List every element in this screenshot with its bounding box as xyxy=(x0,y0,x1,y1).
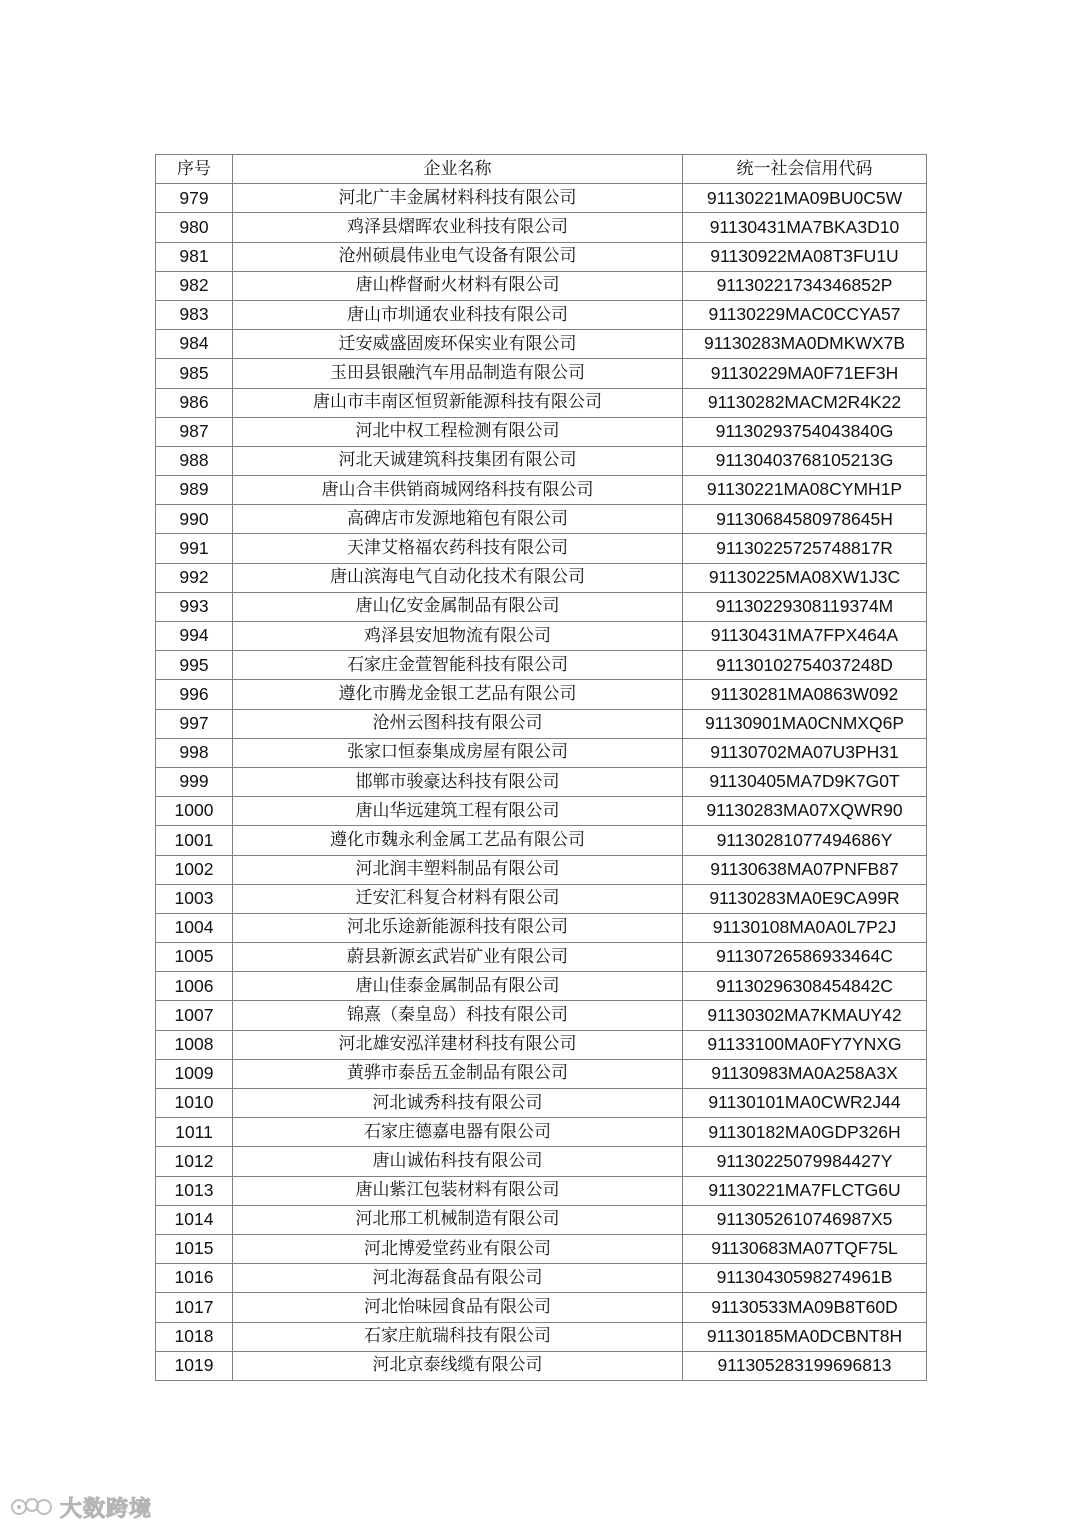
row-company-name: 河北邢工机械制造有限公司 xyxy=(233,1205,683,1234)
row-serial-number: 1018 xyxy=(156,1322,233,1351)
table-row xyxy=(156,242,927,271)
row-serial-number: 981 xyxy=(156,242,233,271)
row-serial-number: 1005 xyxy=(156,943,233,972)
watermark-text: 大数跨境 xyxy=(60,1496,153,1522)
row-credit-code: 91130430598274961B xyxy=(683,1264,927,1293)
table-row xyxy=(156,592,927,621)
table-row xyxy=(156,826,927,855)
row-company-name: 鸡泽县安旭物流有限公司 xyxy=(233,622,683,651)
header-serial-number: 序号 xyxy=(156,155,233,184)
table-row xyxy=(156,1001,927,1030)
row-serial-number: 1009 xyxy=(156,1059,233,1088)
row-credit-code: 91130185MA0DCBNT8H xyxy=(683,1322,927,1351)
row-credit-code: 91130283MA0DMKWX7B xyxy=(683,330,927,359)
row-serial-number: 1011 xyxy=(156,1118,233,1147)
row-company-name: 迁安威盛固废环保实业有限公司 xyxy=(233,330,683,359)
row-company-name: 黄骅市泰岳五金制品有限公司 xyxy=(233,1059,683,1088)
row-company-name: 河北怡味园食品有限公司 xyxy=(233,1293,683,1322)
row-credit-code: 91130431MA7FPX464A xyxy=(683,622,927,651)
row-credit-code: 91130282MACM2R4K22 xyxy=(683,388,927,417)
row-serial-number: 1015 xyxy=(156,1234,233,1263)
row-serial-number: 988 xyxy=(156,446,233,475)
row-credit-code: 91130405MA7D9K7G0T xyxy=(683,767,927,796)
table-row xyxy=(156,359,927,388)
row-credit-code: 91130221MA08CYMH1P xyxy=(683,476,927,505)
row-serial-number: 1017 xyxy=(156,1293,233,1322)
row-company-name: 唐山紫江包装材料有限公司 xyxy=(233,1176,683,1205)
table-row xyxy=(156,1118,927,1147)
table-row xyxy=(156,300,927,329)
table-row xyxy=(156,622,927,651)
row-serial-number: 979 xyxy=(156,184,233,213)
row-company-name: 石家庄航瑞科技有限公司 xyxy=(233,1322,683,1351)
header-company-name: 企业名称 xyxy=(233,155,683,184)
row-company-name: 唐山市丰南区恒贸新能源科技有限公司 xyxy=(233,388,683,417)
table-row xyxy=(156,738,927,767)
row-company-name: 沧州云图科技有限公司 xyxy=(233,709,683,738)
row-company-name: 天津艾格福农药科技有限公司 xyxy=(233,534,683,563)
row-company-name: 河北诚秀科技有限公司 xyxy=(233,1089,683,1118)
row-serial-number: 980 xyxy=(156,213,233,242)
row-company-name: 唐山市圳通农业科技有限公司 xyxy=(233,300,683,329)
row-serial-number: 984 xyxy=(156,330,233,359)
row-credit-code: 91130229308119374M xyxy=(683,592,927,621)
table-row xyxy=(156,767,927,796)
row-credit-code: 91130102754037248D xyxy=(683,651,927,680)
row-company-name: 石家庄德嘉电器有限公司 xyxy=(233,1118,683,1147)
table-row xyxy=(156,505,927,534)
row-credit-code: 91130225079984427Y xyxy=(683,1147,927,1176)
row-company-name: 唐山合丰供销商城网络科技有限公司 xyxy=(233,476,683,505)
table-row xyxy=(156,1293,927,1322)
row-credit-code: 91130221MA7FLCTG6U xyxy=(683,1176,927,1205)
row-credit-code: 91130108MA0A0L7P2J xyxy=(683,913,927,942)
row-credit-code: 91130901MA0CNMXQ6P xyxy=(683,709,927,738)
table-row xyxy=(156,330,927,359)
row-serial-number: 985 xyxy=(156,359,233,388)
row-company-name: 河北中权工程检测有限公司 xyxy=(233,417,683,446)
row-credit-code: 91130182MA0GDP326H xyxy=(683,1118,927,1147)
row-company-name: 唐山桦督耐火材料有限公司 xyxy=(233,271,683,300)
row-serial-number: 995 xyxy=(156,651,233,680)
table-row xyxy=(156,1205,927,1234)
row-credit-code: 91130726586933464C xyxy=(683,943,927,972)
table-row xyxy=(156,1176,927,1205)
row-company-name: 河北海磊食品有限公司 xyxy=(233,1264,683,1293)
row-company-name: 蔚县新源玄武岩矿业有限公司 xyxy=(233,943,683,972)
table-row xyxy=(156,534,927,563)
row-serial-number: 996 xyxy=(156,680,233,709)
row-credit-code: 91130302MA7KMAUY42 xyxy=(683,1001,927,1030)
row-credit-code: 91130101MA0CWR2J44 xyxy=(683,1089,927,1118)
row-credit-code: 91130922MA08T3FU1U xyxy=(683,242,927,271)
row-serial-number: 1002 xyxy=(156,855,233,884)
row-serial-number: 989 xyxy=(156,476,233,505)
row-company-name: 河北天诚建筑科技集团有限公司 xyxy=(233,446,683,475)
table-row xyxy=(156,1147,927,1176)
row-serial-number: 1008 xyxy=(156,1030,233,1059)
row-credit-code: 91130533MA09B8T60D xyxy=(683,1293,927,1322)
row-serial-number: 1010 xyxy=(156,1089,233,1118)
row-company-name: 唐山诚佑科技有限公司 xyxy=(233,1147,683,1176)
row-credit-code: 91130702MA07U3PH31 xyxy=(683,738,927,767)
row-company-name: 唐山华远建筑工程有限公司 xyxy=(233,797,683,826)
row-company-name: 玉田县银融汽车用品制造有限公司 xyxy=(233,359,683,388)
row-credit-code: 91130283MA0E9CA99R xyxy=(683,884,927,913)
row-company-name: 鸡泽县熠晖农业科技有限公司 xyxy=(233,213,683,242)
row-credit-code: 91130983MA0A258A3X xyxy=(683,1059,927,1088)
row-credit-code: 91130638MA07PNFB87 xyxy=(683,855,927,884)
row-credit-code: 91130229MAC0CCYA57 xyxy=(683,300,927,329)
table-row xyxy=(156,417,927,446)
row-serial-number: 1016 xyxy=(156,1264,233,1293)
row-serial-number: 982 xyxy=(156,271,233,300)
row-credit-code: 91130221MA09BU0C5W xyxy=(683,184,927,213)
table-row xyxy=(156,1234,927,1263)
table-row xyxy=(156,709,927,738)
row-serial-number: 1007 xyxy=(156,1001,233,1030)
row-serial-number: 987 xyxy=(156,417,233,446)
row-company-name: 河北广丰金属材料科技有限公司 xyxy=(233,184,683,213)
row-serial-number: 1013 xyxy=(156,1176,233,1205)
table-row xyxy=(156,213,927,242)
table-row xyxy=(156,855,927,884)
row-company-name: 河北博爱堂药业有限公司 xyxy=(233,1234,683,1263)
table-row xyxy=(156,651,927,680)
row-credit-code: 91130528319969681​3 xyxy=(683,1351,927,1380)
row-credit-code: 91130225725748817R xyxy=(683,534,927,563)
table-row xyxy=(156,446,927,475)
table-row xyxy=(156,884,927,913)
table-row xyxy=(156,388,927,417)
row-company-name: 河北乐途新能源科技有限公司 xyxy=(233,913,683,942)
row-credit-code: 91130221734346852P xyxy=(683,271,927,300)
table-row xyxy=(156,943,927,972)
row-credit-code: 91130683MA07TQF75L xyxy=(683,1234,927,1263)
row-serial-number: 1000 xyxy=(156,797,233,826)
row-serial-number: 1003 xyxy=(156,884,233,913)
row-serial-number: 1001 xyxy=(156,826,233,855)
row-credit-code: 91130431MA7BKA3D10 xyxy=(683,213,927,242)
table-row xyxy=(156,797,927,826)
table-row xyxy=(156,680,927,709)
row-company-name: 高碑店市发源地箱包有限公司 xyxy=(233,505,683,534)
row-serial-number: 992 xyxy=(156,563,233,592)
table-body xyxy=(156,184,927,1381)
row-company-name: 邯郸市骏豪达科技有限公司 xyxy=(233,767,683,796)
row-serial-number: 983 xyxy=(156,300,233,329)
row-serial-number: 999 xyxy=(156,767,233,796)
row-credit-code: 91133100MA0FY7YNXG xyxy=(683,1030,927,1059)
row-company-name: 河北雄安泓洋建材科技有限公司 xyxy=(233,1030,683,1059)
table-row xyxy=(156,1030,927,1059)
row-serial-number: 990 xyxy=(156,505,233,534)
row-serial-number: 1006 xyxy=(156,972,233,1001)
row-serial-number: 991 xyxy=(156,534,233,563)
company-roster-table xyxy=(155,154,927,1381)
row-serial-number: 986 xyxy=(156,388,233,417)
table-row xyxy=(156,972,927,1001)
row-serial-number: 1004 xyxy=(156,913,233,942)
row-credit-code: 91130684580978645H xyxy=(683,505,927,534)
row-credit-code: 91130281MA0863W092 xyxy=(683,680,927,709)
row-serial-number: 1014 xyxy=(156,1205,233,1234)
row-credit-code: 91130229MA0F71EF3H xyxy=(683,359,927,388)
row-company-name: 迁安汇科复合材料有限公司 xyxy=(233,884,683,913)
row-company-name: 遵化市腾龙金银工艺品有限公司 xyxy=(233,680,683,709)
row-company-name: 沧州硕晨伟业电气设备有限公司 xyxy=(233,242,683,271)
row-serial-number: 1019 xyxy=(156,1351,233,1380)
row-serial-number: 998 xyxy=(156,738,233,767)
table-row xyxy=(156,913,927,942)
row-serial-number: 997 xyxy=(156,709,233,738)
table-header-row xyxy=(156,155,927,184)
row-serial-number: 994 xyxy=(156,622,233,651)
row-credit-code: 91130403768105213G xyxy=(683,446,927,475)
row-credit-code: 91130225MA08XW1J3C xyxy=(683,563,927,592)
row-company-name: 张家口恒泰集成房屋有限公司 xyxy=(233,738,683,767)
row-company-name: 唐山滨海电气自动化技术有限公司 xyxy=(233,563,683,592)
table-row xyxy=(156,1351,927,1380)
row-credit-code: 91130296308454842C xyxy=(683,972,927,1001)
row-company-name: 唐山佳泰金属制品有限公司 xyxy=(233,972,683,1001)
row-company-name: 遵化市魏永利金属工艺品有限公司 xyxy=(233,826,683,855)
row-serial-number: 1012 xyxy=(156,1147,233,1176)
row-company-name: 锦熹（秦皇岛）科技有限公司 xyxy=(233,1001,683,1030)
row-company-name: 石家庄金萱智能科技有限公司 xyxy=(233,651,683,680)
watermark xyxy=(10,1490,152,1524)
table-row xyxy=(156,184,927,213)
row-company-name: 河北润丰塑料制品有限公司 xyxy=(233,855,683,884)
row-company-name: 唐山亿安金属制品有限公司 xyxy=(233,592,683,621)
watermark-logo-icon xyxy=(10,1494,54,1520)
row-credit-code: 91130283MA07XQWR90 xyxy=(683,797,927,826)
row-company-name: 河北京泰线缆有限公司 xyxy=(233,1351,683,1380)
table-row xyxy=(156,563,927,592)
table-row xyxy=(156,1322,927,1351)
table-row xyxy=(156,1059,927,1088)
table-row xyxy=(156,271,927,300)
table-row xyxy=(156,1264,927,1293)
row-credit-code: 91130293754043840G xyxy=(683,417,927,446)
table-row xyxy=(156,476,927,505)
row-serial-number: 993 xyxy=(156,592,233,621)
row-credit-code: 9113052610746987X5 xyxy=(683,1205,927,1234)
header-credit-code: 统一社会信用代码 xyxy=(683,155,927,184)
row-credit-code: 9113028107749468​6Y xyxy=(683,826,927,855)
table-row xyxy=(156,1089,927,1118)
